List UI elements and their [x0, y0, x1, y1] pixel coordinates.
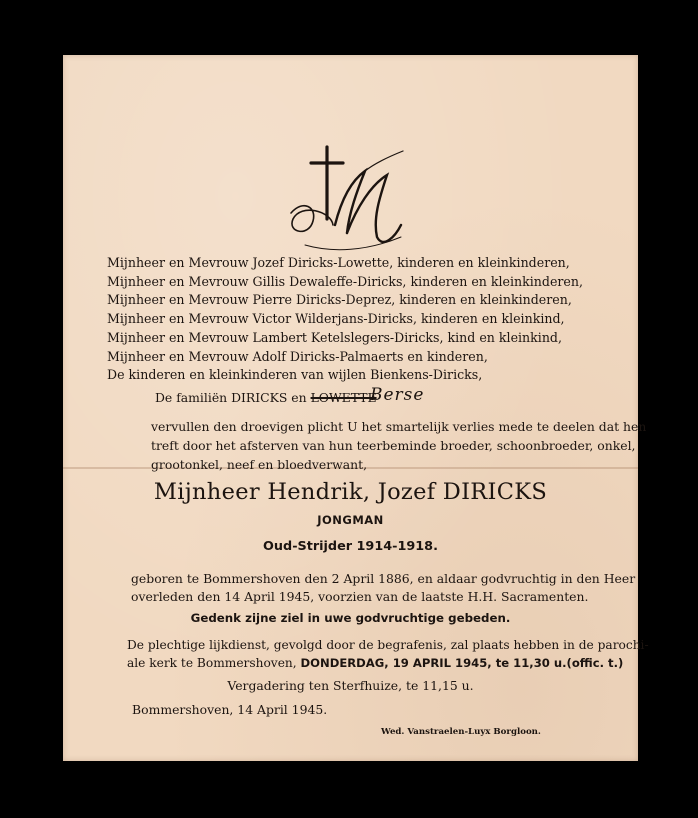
death-line: overleden den 14 April 1945, voorzien van de laatste H.H. Sacramenten. — [131, 588, 589, 604]
birth-death-text — [131, 570, 635, 605]
service-datetime: DONDERDAG, 19 APRIL 1945, te 11,30 u.(offic. t.) — [300, 656, 624, 670]
announcement-line: vervullen den droevigen plicht U het smartelijk verlies mede te deelen dat hen — [151, 419, 647, 434]
service-location: ale kerk te Bommershoven, — [127, 656, 297, 670]
announcement-line: grootonkel, neef en bloedverwant, — [151, 457, 368, 472]
announcement-line: treft door het afsterven van hun teerbeminde broeder, schoonbroeder, onkel, — [151, 438, 636, 453]
birth-line: geboren te Bommershoven den 2 April 1886, en aldaar godvruchtig in den Heer — [131, 571, 636, 586]
place-date: Bommershoven, 14 April 1945. — [132, 702, 328, 717]
family-line: Mijnheer en Mevrouw Pierre Diricks-Deprez, kinderen en kleinkinderen, — [107, 292, 572, 308]
struck-surname: LOWETTE — [310, 390, 377, 405]
cross-monogram-icon — [283, 141, 413, 271]
prayer-request: Gedenk zijne ziel in uwe godvruchtige gebeden. — [190, 611, 511, 625]
deceased-name: Mijnheer Hendrik, Jozef DIRICKS — [153, 479, 548, 505]
service-line — [127, 654, 649, 672]
family-line: Mijnheer en Mevrouw Lambert Ketelslegers-Diricks, kind en kleinkind, — [107, 329, 562, 345]
family-line: Mijnheer en Mevrouw Gillis Dewaleffe-Diricks, kinderen en kleinkinderen, — [107, 273, 584, 289]
service-line: De plechtige lijkdienst, gevolgd door de begrafenis, zal plaats hebben in de parochi- — [127, 638, 649, 652]
veteran-title: Oud-Strijder 1914-1918. — [263, 539, 438, 554]
family-list — [107, 254, 607, 385]
deceased-status: JONGMAN — [317, 513, 384, 527]
family-line: Mijnheer en Mevrouw Victor Wilderjans-Diricks, kinderen en kleinkind, — [107, 311, 565, 327]
family-line: Mijnheer en Mevrouw Jozef Diricks-Lowette, kinderen en kleinkinderen, — [107, 255, 570, 270]
announcement-text — [151, 417, 647, 474]
funeral-service — [127, 636, 649, 672]
gathering-info: Vergadering ten Sterfhuize, te 11,15 u. — [227, 678, 474, 693]
mourning-card — [63, 55, 649, 761]
families-line — [155, 390, 377, 405]
families-prefix: De familiën DIRICKS en — [155, 390, 307, 405]
family-line: De kinderen en kleinkinderen van wijlen Bienkens-Diricks, — [107, 367, 483, 383]
printer-credit: Wed. Vanstraelen-Luyx Borgloon. — [381, 727, 541, 737]
handwritten-correction: Berse — [370, 385, 425, 405]
family-line: Mijnheer en Mevrouw Adolf Diricks-Palmaerts en kinderen, — [107, 348, 488, 364]
